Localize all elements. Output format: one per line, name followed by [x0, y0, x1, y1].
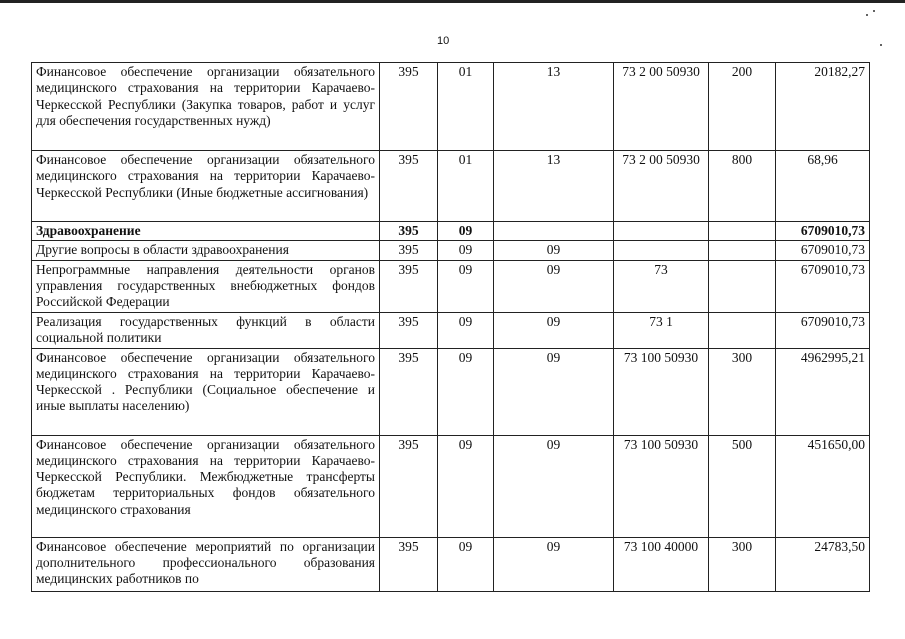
section-code: 09 [438, 348, 494, 435]
section-code: 01 [438, 151, 494, 222]
target-article: 73 100 50930 [614, 348, 709, 435]
expense-type [709, 260, 776, 312]
row-name: Финансовое обеспечение мероприятий по организации дополнительного профессионального образования медицинских работников по [32, 537, 380, 591]
amount: 6709010,73 [776, 222, 870, 241]
section-code: 09 [438, 537, 494, 591]
scan-speck [866, 14, 868, 16]
subsection-code [494, 222, 614, 241]
subsection-code: 09 [494, 537, 614, 591]
target-article: 73 100 40000 [614, 537, 709, 591]
target-article [614, 241, 709, 260]
section-code: 09 [438, 222, 494, 241]
row-name: Реализация государственных функций в области социальной политики [32, 312, 380, 348]
amount: 6709010,73 [776, 241, 870, 260]
amount: 68,96 [776, 151, 870, 222]
scan-speck [880, 44, 882, 46]
amount: 6709010,73 [776, 260, 870, 312]
expense-type: 200 [709, 63, 776, 151]
scan-speck [873, 10, 875, 12]
expense-type [709, 241, 776, 260]
scan-top-border [0, 0, 905, 3]
section-code: 09 [438, 241, 494, 260]
table-row [32, 151, 870, 222]
target-article: 73 1 [614, 312, 709, 348]
ministry-code: 395 [380, 63, 438, 151]
target-article: 73 [614, 260, 709, 312]
row-name: Финансовое обеспечение организации обязательного медицинского страхования на территории Карачаево-Черкесской . Республики (Социальное обеспечение и иные выплаты населению) [32, 348, 380, 435]
page-number: 10 [437, 35, 450, 47]
table-row [32, 435, 870, 537]
section-code: 09 [438, 435, 494, 537]
ministry-code: 395 [380, 260, 438, 312]
expense-type: 300 [709, 348, 776, 435]
row-name: Непрограммные направления деятельности органов управления государственных внебюджетных фондов Российской Федерации [32, 260, 380, 312]
budget-table [31, 62, 870, 592]
subsection-code: 09 [494, 348, 614, 435]
subsection-code: 09 [494, 241, 614, 260]
subsection-code: 09 [494, 435, 614, 537]
amount: 451650,00 [776, 435, 870, 537]
expense-type: 800 [709, 151, 776, 222]
row-name: Финансовое обеспечение организации обязательного медицинского страхования на территории Карачаево-Черкесской Республики. Межбюджетные трансферты бюджетам территориальных фондов обязательного медицинского страхования [32, 435, 380, 537]
amount: 20182,27 [776, 63, 870, 151]
section-code: 09 [438, 312, 494, 348]
expense-type: 500 [709, 435, 776, 537]
target-article: 73 2 00 50930 [614, 63, 709, 151]
table-row [32, 312, 870, 348]
ministry-code: 395 [380, 312, 438, 348]
subsection-code: 09 [494, 312, 614, 348]
expense-type: 300 [709, 537, 776, 591]
table-row [32, 63, 870, 151]
ministry-code: 395 [380, 241, 438, 260]
row-name: Финансовое обеспечение организации обязательного медицинского страхования на территории Карачаево-Черкесской Республики (Закупка товаров, работ и услуг для обеспечения государственных нужд) [32, 63, 380, 151]
table-row [32, 260, 870, 312]
table-row [32, 222, 870, 241]
section-code: 01 [438, 63, 494, 151]
target-article: 73 2 00 50930 [614, 151, 709, 222]
ministry-code: 395 [380, 151, 438, 222]
row-name: Финансовое обеспечение организации обязательного медицинского страхования на территории Карачаево-Черкесской Республики (Иные бюджетные ассигнования) [32, 151, 380, 222]
table-row [32, 348, 870, 435]
amount: 6709010,73 [776, 312, 870, 348]
subsection-code: 13 [494, 63, 614, 151]
expense-type [709, 222, 776, 241]
expense-type [709, 312, 776, 348]
subsection-code: 13 [494, 151, 614, 222]
subsection-code: 09 [494, 260, 614, 312]
amount: 4962995,21 [776, 348, 870, 435]
row-name: Здравоохранение [32, 222, 380, 241]
section-code: 09 [438, 260, 494, 312]
target-article [614, 222, 709, 241]
ministry-code: 395 [380, 435, 438, 537]
row-name: Другие вопросы в области здравоохранения [32, 241, 380, 260]
table-row [32, 241, 870, 260]
target-article: 73 100 50930 [614, 435, 709, 537]
ministry-code: 395 [380, 222, 438, 241]
ministry-code: 395 [380, 537, 438, 591]
amount: 24783,50 [776, 537, 870, 591]
table-row [32, 537, 870, 591]
ministry-code: 395 [380, 348, 438, 435]
